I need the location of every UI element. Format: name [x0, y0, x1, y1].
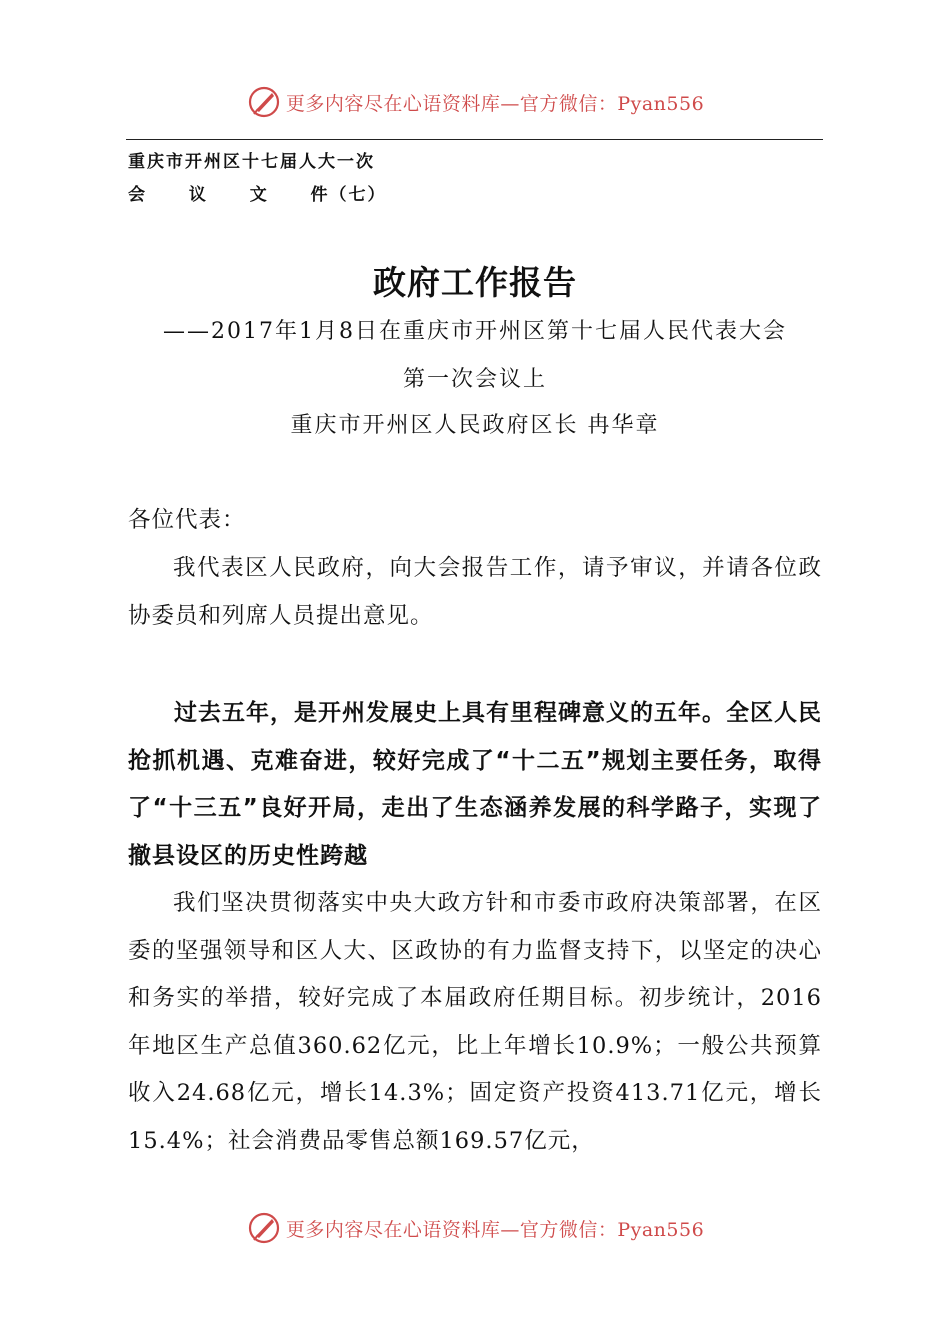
quill-logo-icon — [246, 1210, 282, 1246]
document-title: 政府工作报告 — [373, 263, 577, 302]
document-label-char: 会 — [128, 185, 147, 205]
document-label-char: 议 — [188, 185, 208, 205]
watermark-text: 更多内容尽在心语资料库—官方微信：Pyan556 — [285, 92, 705, 115]
watermark-footer — [0, 1208, 950, 1248]
section-heading: 过去五年，是开州发展史上具有里程碑意义的五年。全区人民抢抓机遇、克难奋进，较好完成了“十二五”规划主要任务，取得了“十三五”良好开局，走出了生态涵养发展的科学路子，实现了撤县设区的历史性跨越 — [128, 700, 822, 869]
subtitle-line2: 第一次会议上 — [402, 367, 547, 392]
document-label-line1: 重庆市开州区十七届人大一次 — [128, 152, 375, 172]
paragraph-achievements: 我们坚决贯彻落实中央大政方针和市委市政府决策部署，在区委的坚强领导和区人大、区政协的有力监督支持下，以坚定的决心和务实的举措，较好完成了本届政府任期目标。初步统计，2016年地区生产总值360.62亿元，比上年增长10.9%；一般公共预算收入24.68亿元，增长14.3%；固定资产投资413.71亿元，增长15.4%；社会消费品零售总额169.57亿元， — [128, 890, 822, 1154]
header-divider — [126, 139, 823, 140]
author-line: 重庆市开州区人民政府区长 冉华章 — [290, 413, 660, 438]
paragraph-intro: 我代表区人民政府，向大会报告工作，请予审议，并请各位政协委员和列席人员提出意见。 — [128, 555, 822, 629]
document-label-char: 件（七） — [310, 185, 387, 205]
subtitle-line1: ——2017年1月8日在重庆市开州区第十七届人民代表大会 — [163, 319, 787, 344]
watermark-header — [0, 82, 950, 122]
greeting: 各位代表： — [128, 507, 246, 533]
quill-logo-icon — [246, 84, 282, 120]
watermark-text: 更多内容尽在心语资料库—官方微信：Pyan556 — [285, 1218, 705, 1241]
document-label-line2 — [128, 180, 387, 205]
document-label-char: 文 — [249, 185, 269, 205]
